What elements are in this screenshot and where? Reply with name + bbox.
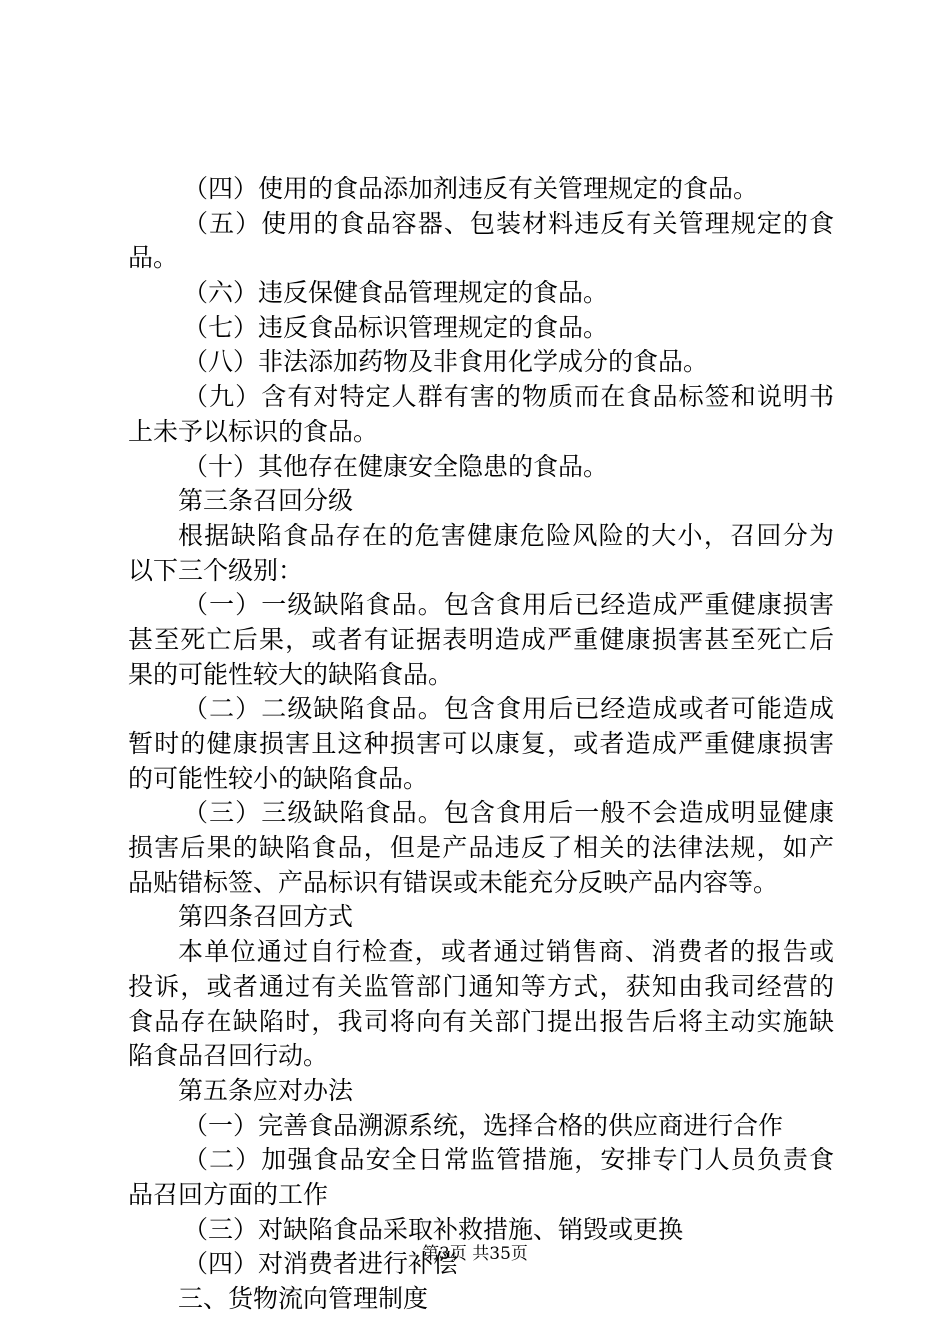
text-line: （四）对消费者进行补偿 [183,1249,459,1279]
text-line: 的可能性较小的缺陷食品。 [128,763,429,793]
text-line: 第五条应对办法 [178,1075,354,1105]
text-line: （一）完善食品溯源系统，选择合格的供应商进行合作 [183,1110,784,1140]
text-line: 食品存在缺陷时，我司将向有关部门提出报告后将主动实施缺 [128,1006,834,1036]
text-line: 甚至死亡后果，或者有证据表明造成严重健康损害甚至死亡后 [128,624,834,654]
text-line: （九）含有对特定人群有害的物质而在食品标签和说明书 [183,382,834,412]
text-line: （三）对缺陷食品采取补救措施、销毁或更换 [183,1214,684,1244]
text-line: （十）其他存在健康安全隐患的食品。 [183,451,609,481]
text-line: （六）违反保健食品管理规定的食品。 [183,278,609,308]
text-line: （一）一级缺陷食品。包含食用后已经造成严重健康损害 [183,590,834,620]
text-line: （八）非法添加药物及非食用化学成分的食品。 [183,347,709,377]
text-line: （五）使用的食品容器、包装材料违反有关管理规定的食 [183,208,834,238]
text-line: （二）二级缺陷食品。包含食用后已经造成或者可能造成 [183,694,834,724]
text-line: 投诉，或者通过有关监管部门通知等方式，获知由我司经营的 [128,971,834,1001]
text-line: 第三条召回分级 [178,486,354,516]
text-line: （四）使用的食品添加剂违反有关管理规定的食品。 [183,174,759,203]
text-line: 损害后果的缺陷食品，但是产品违反了相关的法律法规，如产 [128,833,834,863]
text-line: （七）违反食品标识管理规定的食品。 [183,312,609,342]
text-line: 暂时的健康损害且这种损害可以康复，或者造成严重健康损害 [128,729,834,758]
text-line: 品贴错标签、产品标识有错误或未能充分反映产品内容等。 [128,867,779,897]
document-body [128,172,834,1317]
text-line: 陷食品召回行动。 [128,1041,329,1071]
text-line: 品。 [128,243,179,273]
text-line: 品召回方面的工作 [128,1179,329,1209]
text-line: 以下三个级别： [128,555,304,585]
text-line: 三、货物流向管理制度 [178,1284,429,1313]
text-line: （二）加强食品安全日常监管措施，安排专门人员负责食 [183,1145,834,1175]
text-line: 根据缺陷食品存在的危害健康危险风险的大小，召回分为 [178,520,834,550]
text-line: （三）三级缺陷食品。包含食用后一般不会造成明显健康 [183,798,834,828]
text-line: 第四条召回方式 [178,902,354,932]
text-line: 果的可能性较大的缺陷食品。 [128,659,454,689]
text-line: 本单位通过自行检查，或者通过销售商、消费者的报告或 [178,937,834,967]
text-line: 上未予以标识的食品。 [128,416,379,446]
page-footer: 第3页 共35页 [422,1244,528,1264]
